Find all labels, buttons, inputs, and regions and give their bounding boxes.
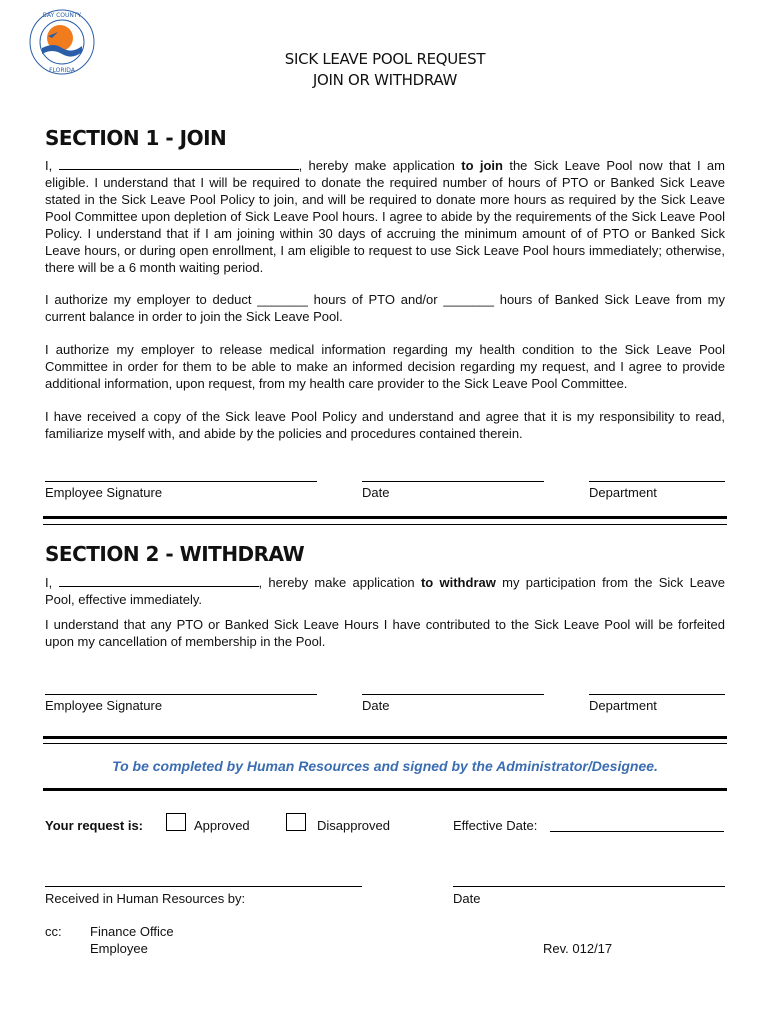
disapproved-label: Disapproved xyxy=(317,818,390,833)
name-blank-withdraw[interactable] xyxy=(59,574,259,587)
effective-date-label: Effective Date: xyxy=(453,818,538,833)
cc-finance-office: Finance Office xyxy=(90,924,174,939)
received-by-line[interactable] xyxy=(45,886,362,887)
hr-instruction-note: To be completed by Human Resources and signed by the Administrator/Designee. xyxy=(112,758,658,774)
section1-paragraph-1: I, , hereby make application to join the Sick Leave Pool now that I am eligible. I understand that I will be required to donate the required number of hours of PTO or Banked Sick Leave stated in the Sick Leave Pool Policy to join, and will be required to donate more hours as required by the Sick Leave Pool Committee upon depletion of Sick Leave Pool hours. I agree to abide by the requirements of the Sick Leave Pool Policy. I understand that if I am joining within 30 days of accruing the minimum amount of of PTO or Banked Sick Leave hours, or during open enrollment, I am eligible to request to use Sick Leave Pool hours immediately; otherwise, there will be a 6 month waiting period. xyxy=(45,158,725,275)
section2-paragraph-1: I, , hereby make application to withdraw my participation from the Sick Leave Pool, effective immediately. xyxy=(45,575,725,607)
section-divider xyxy=(43,788,727,791)
date-line-join[interactable] xyxy=(362,481,544,482)
employee-signature-label: Employee Signature xyxy=(45,698,163,713)
section2-paragraph-2: I understand that any PTO or Banked Sick Leave Hours I have contributed to the Sick Leave Pool will be forfeited upon my cancellation of membership in the Pool. xyxy=(45,617,725,649)
disapproved-checkbox[interactable] xyxy=(286,813,306,831)
signature-line-withdraw[interactable] xyxy=(45,694,317,695)
section1-paragraph-2: I authorize my employer to deduct _______ hours of PTO and/or _______ hours of Banked Sick Leave from my current balance in order to join the Sick Leave Pool. xyxy=(45,292,725,324)
date-label: Date xyxy=(362,485,390,500)
form-subtitle: JOIN OR WITHDRAW xyxy=(312,71,458,89)
department-line-join[interactable] xyxy=(589,481,725,482)
svg-text:FLORIDA: FLORIDA xyxy=(49,67,75,74)
cc-label: cc: xyxy=(45,924,62,939)
employee-signature-label: Employee Signature xyxy=(45,485,163,500)
section-divider xyxy=(43,736,727,739)
section-divider xyxy=(43,516,727,519)
date-line-withdraw[interactable] xyxy=(362,694,544,695)
hr-date-label: Date xyxy=(453,891,481,906)
revision-label: Rev. 012/17 xyxy=(543,941,613,956)
hr-date-line[interactable] xyxy=(453,886,725,887)
approved-label: Approved xyxy=(194,818,250,833)
received-by-label: Received in Human Resources by: xyxy=(45,891,246,906)
svg-text:BAY COUNTY: BAY COUNTY xyxy=(42,12,82,19)
section-divider-thin xyxy=(43,743,727,744)
section1-paragraph-4: I have received a copy of the Sick leave Pool Policy and understand and agree that it is my responsibility to read, familiarize myself with, and abide by the policies and procedures contained therein. xyxy=(45,409,725,441)
signature-line-join[interactable] xyxy=(45,481,317,482)
request-status-label: Your request is: xyxy=(45,818,144,833)
effective-date-line[interactable] xyxy=(550,831,724,832)
cc-employee: Employee xyxy=(90,941,148,956)
date-label: Date xyxy=(362,698,390,713)
name-blank-join[interactable] xyxy=(59,157,299,170)
section-divider-thin xyxy=(43,524,727,525)
section2-heading: SECTION 2 - WITHDRAW xyxy=(45,542,305,566)
department-line-withdraw[interactable] xyxy=(589,694,725,695)
approved-checkbox[interactable] xyxy=(166,813,186,831)
form-title: SICK LEAVE POOL REQUEST xyxy=(284,50,486,68)
department-label: Department xyxy=(589,485,657,500)
department-label: Department xyxy=(589,698,657,713)
section1-heading: SECTION 1 - JOIN xyxy=(45,126,227,150)
section1-paragraph-3: I authorize my employer to release medical information regarding my health condition to the Sick Leave Pool Committee in order for them to be able to make an informed decision regarding my request, and I agree to provide additional information, upon request, from my health care provider to the Sick Leave Pool Committee. xyxy=(45,342,725,391)
